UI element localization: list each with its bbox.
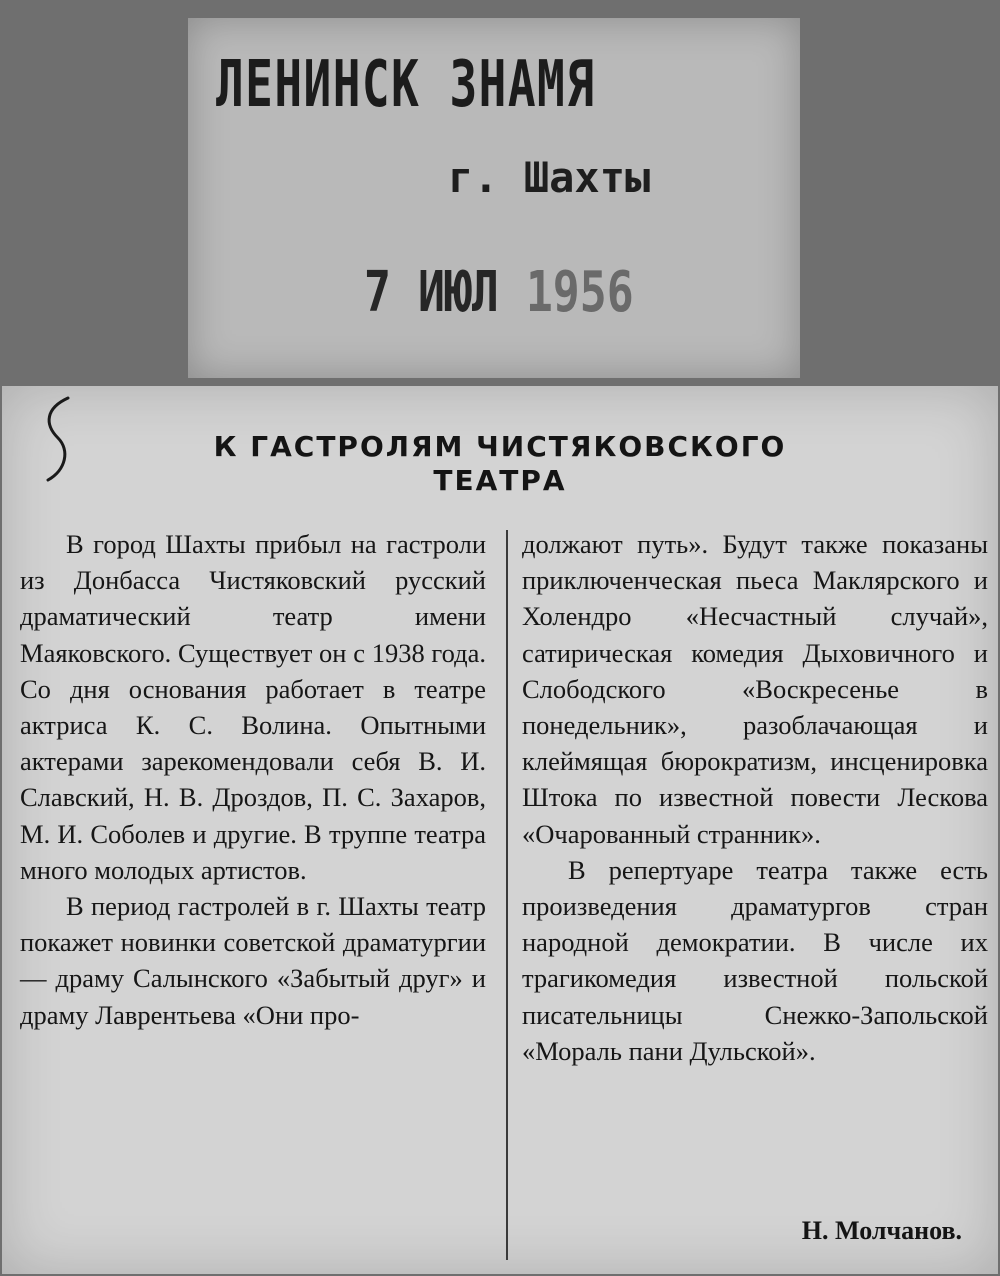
right-paragraph-2: В репертуаре театра также есть произведения драматургов стран народной демократии. В числе их трагикомедия известной польской писательницы Снежко-Запольской «Мораль пани Дульской».	[522, 854, 988, 1066]
article-headline	[2, 430, 998, 498]
right-paragraph-1: должают путь». Будут также показаны приключенческая пьеса Маклярского и Холендро «Несчастный случай», сатирическая комедия Дыховичного и Слободского «Воскресенье в понедельник», разоблачающая и клеймящая бюрократизм, инсценировка Штока по известной повести Лескова «Очарованный странник».	[522, 529, 988, 849]
headline-line-2: ТЕАТРА	[433, 464, 567, 497]
article-right-column	[522, 526, 988, 1069]
headline-line-1: К ГАСТРОЛЯМ ЧИСТЯКОВСКОГО	[213, 430, 787, 463]
left-paragraph-1: В город Шахты прибыл на гастроли из Донбасса Чистяковский русский драматический театр имени Маяковского. Существует он с 1938 года. Со дня основания работает в театре актриса К. С. Волина. Опытными актерами зарекомендовали себя В. И. Славский, Н. В. Дроздов, П. С. Захаров, М. И. Соболев и другие. В труппе театра много молодых артистов.	[20, 529, 486, 885]
date-stamp	[364, 260, 634, 325]
date-stamp-day-month: 7 ИЮЛ	[364, 260, 499, 325]
date-stamp-year: 1956	[525, 260, 634, 325]
city-stamp: г. Шахты	[448, 153, 651, 202]
article-left-column	[20, 526, 486, 1033]
left-paragraph-2: В период гастролей в г. Шахты театр покажет новинки советской драматургии — драму Салынского «Забытый друг» и драму Лаврентьева «Они про-	[20, 891, 486, 1030]
newspaper-stamp-card	[188, 18, 800, 378]
newspaper-clipping	[2, 386, 998, 1274]
newspaper-name-stamp: ЛЕНИНСК ЗНАМЯ	[216, 48, 596, 122]
column-divider	[506, 530, 508, 1260]
author-signature: Н. Молчанов.	[801, 1216, 962, 1245]
